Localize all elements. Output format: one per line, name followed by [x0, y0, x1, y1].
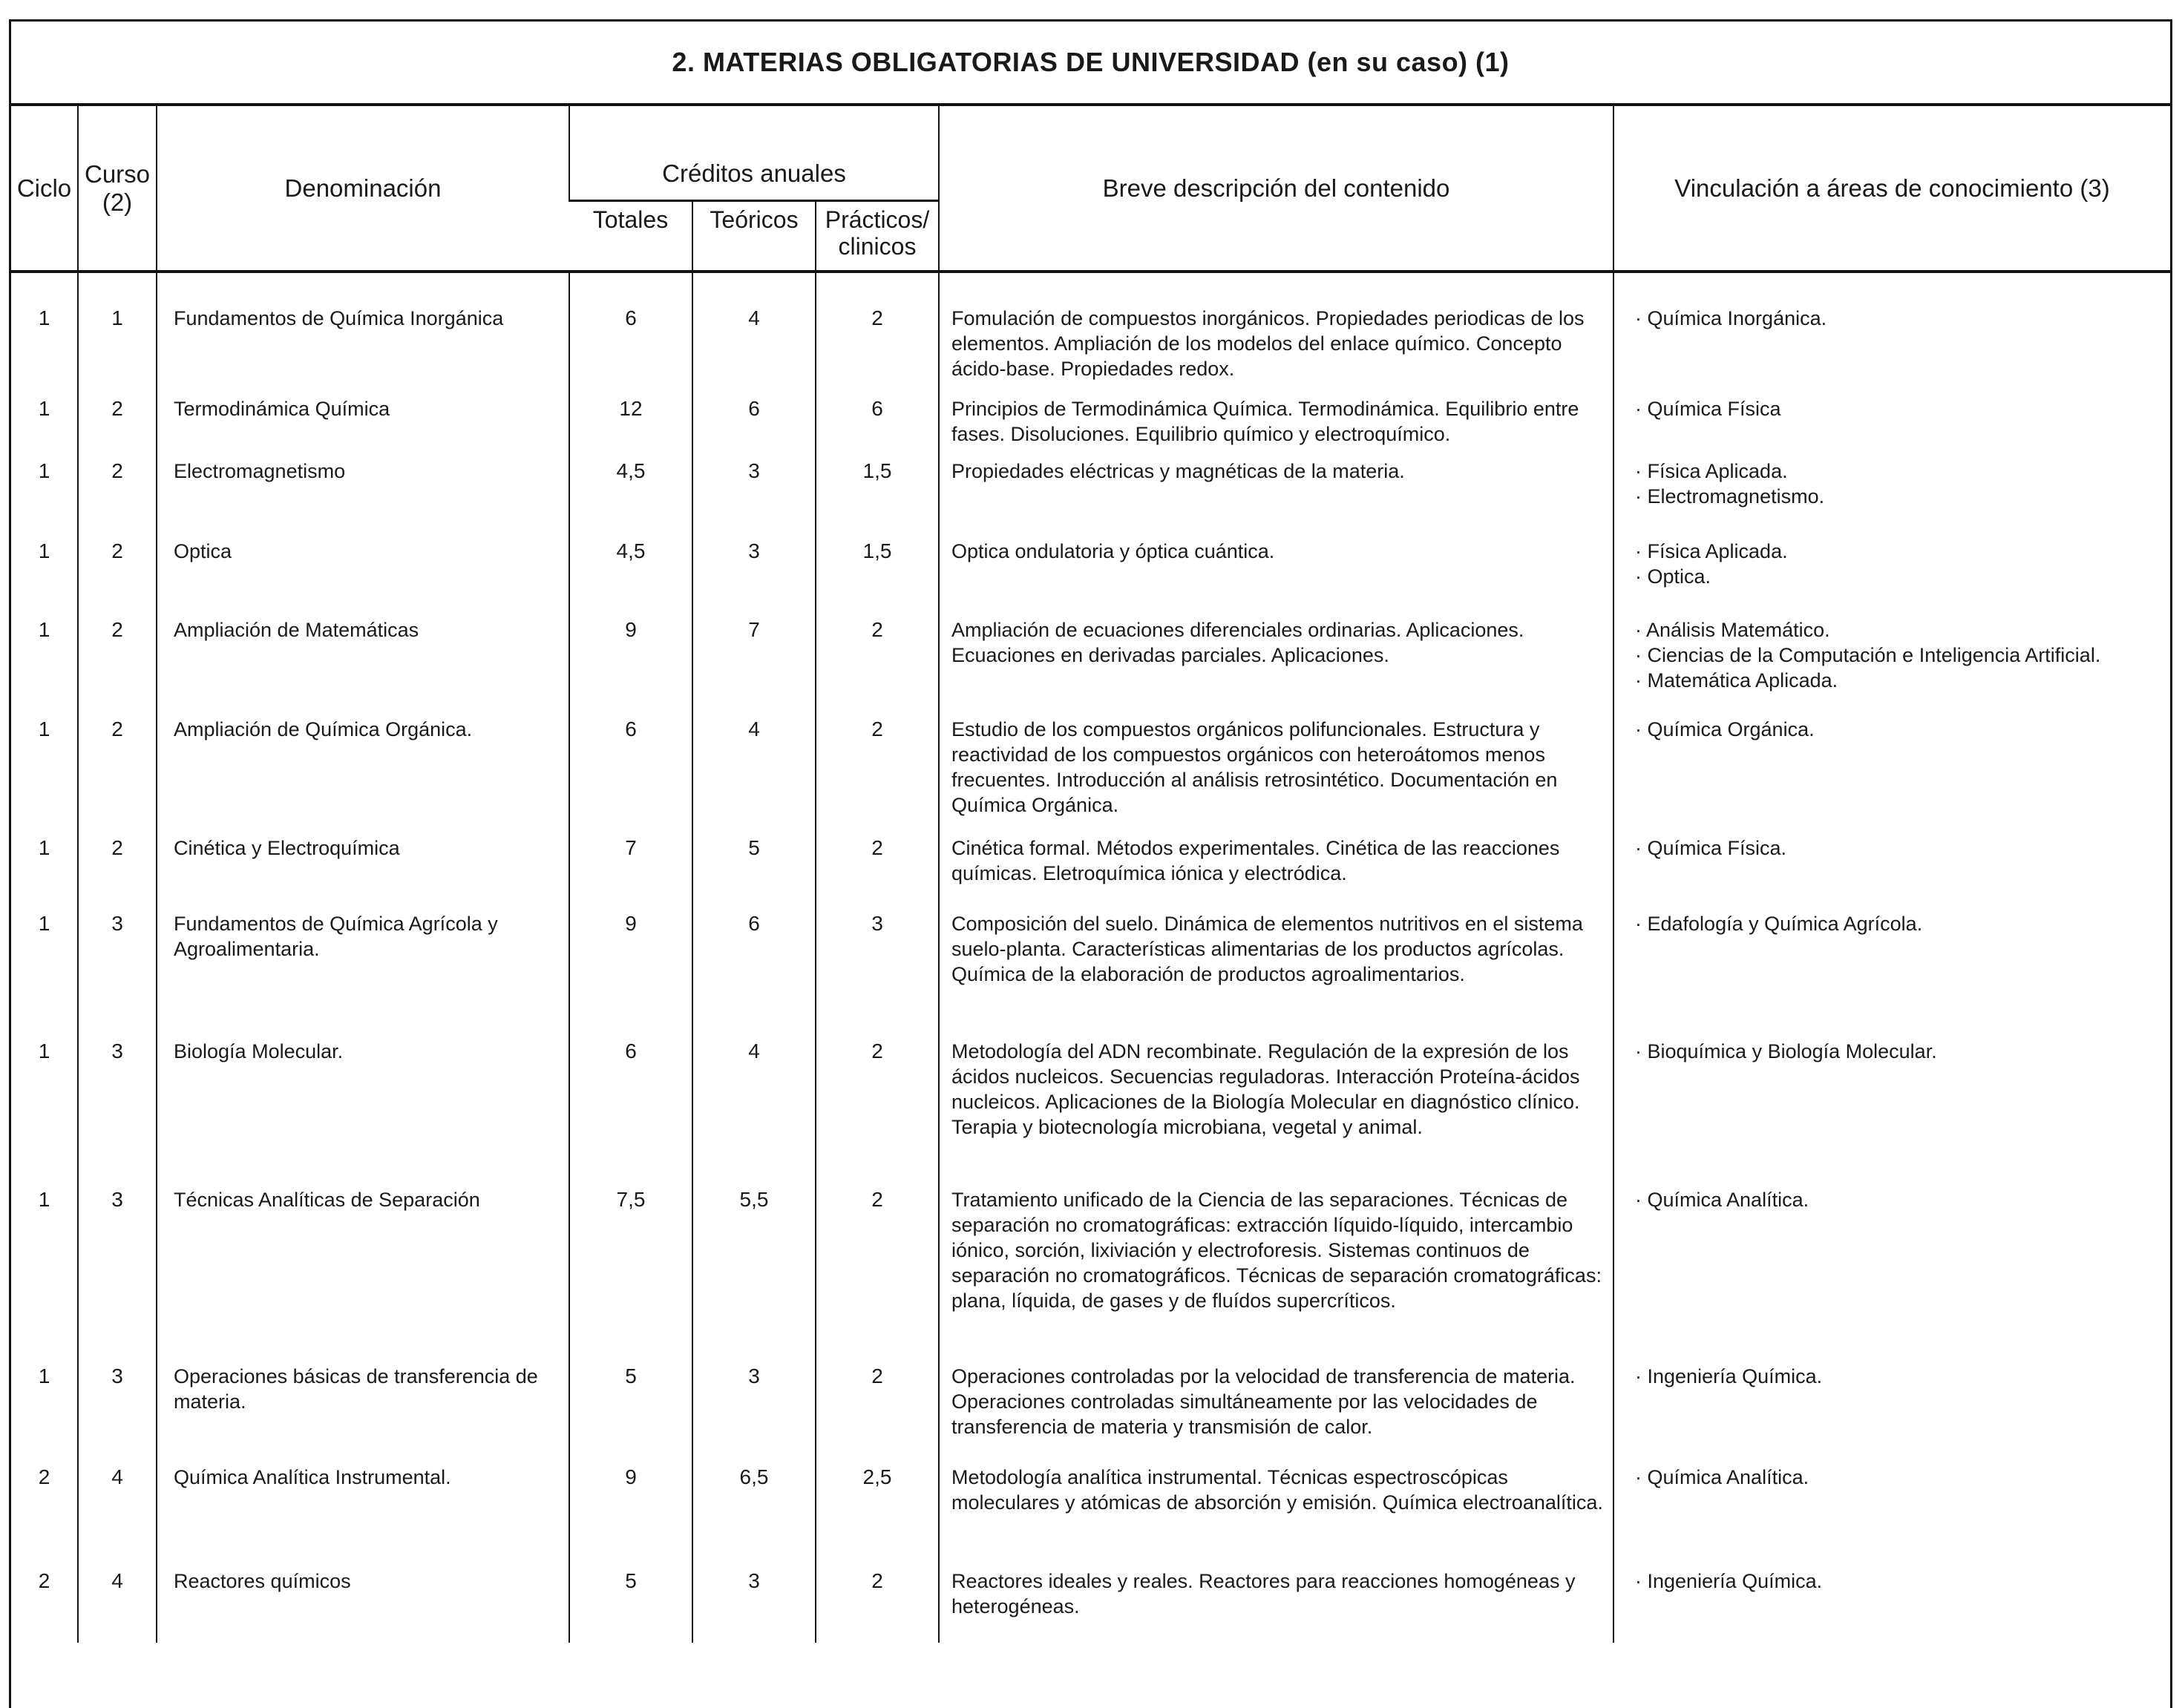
cell-vinculacion [1613, 459, 2170, 539]
cell-teoricos: 6,5 [692, 1465, 816, 1569]
area-item: · Ingeniería Química. [1635, 1569, 2170, 1594]
cell-totales: 7 [569, 835, 692, 911]
cell-totales: 9 [569, 911, 692, 1039]
cell-denominacion: Optica [157, 539, 569, 617]
cell-ciclo: 1 [38, 539, 50, 562]
table-row [11, 459, 2170, 539]
cell-denominacion: Cinética y Electroquímica [157, 835, 569, 911]
cell-denominacion: Fundamentos de Química Agrícola y Agroalimentaria. [157, 911, 569, 1039]
cell-teoricos: 5,5 [692, 1187, 816, 1364]
cell-totales: 12 [569, 396, 692, 459]
table-row [11, 306, 2170, 396]
header-practicos: Prácticos/ clinicos [816, 201, 939, 272]
cell-practicos: 2 [816, 1187, 939, 1364]
cell-teoricos: 4 [692, 717, 816, 835]
cell-curso: 2 [78, 835, 157, 911]
cell-vinculacion [1613, 835, 2170, 911]
cell-teoricos: 4 [692, 1039, 816, 1187]
cell-practicos: 6 [816, 396, 939, 459]
cell-denominacion: Fundamentos de Química Inorgánica [157, 306, 569, 396]
cell-vinculacion [1613, 1465, 2170, 1569]
cell-teoricos: 3 [692, 1364, 816, 1465]
header-denominacion: Denominación [157, 106, 569, 272]
cell-denominacion: Química Analítica Instrumental. [157, 1465, 569, 1569]
cell-ciclo: 2 [38, 1569, 50, 1592]
cell-ciclo: 1 [38, 1188, 50, 1211]
cell-descripcion: Optica ondulatoria y óptica cuántica. [939, 539, 1613, 617]
cell-totales: 6 [569, 717, 692, 835]
document-sheet [9, 19, 2172, 1708]
cell-vinculacion [1613, 539, 2170, 617]
cell-curso: 3 [78, 1187, 157, 1364]
table-row [11, 1187, 2170, 1364]
header-creditos-anuales: Créditos anuales [569, 106, 939, 201]
cell-vinculacion [1613, 1569, 2170, 1643]
cell-ciclo: 1 [38, 459, 50, 482]
area-item: · Optica. [1635, 564, 2170, 589]
area-item: · Química Analítica. [1635, 1187, 2170, 1212]
header-totales: Totales [569, 201, 692, 272]
cell-practicos: 1,5 [816, 539, 939, 617]
cell-teoricos: 6 [692, 396, 816, 459]
cell-teoricos: 3 [692, 539, 816, 617]
header-teoricos: Teóricos [692, 201, 816, 272]
cell-totales: 7,5 [569, 1187, 692, 1364]
table-row [11, 1569, 2170, 1643]
area-item: · Matemática Aplicada. [1635, 668, 2170, 693]
cell-descripcion: Ampliación de ecuaciones diferenciales ordinarias. Aplicaciones. Ecuaciones en derivadas parciales. Aplicaciones. [939, 617, 1613, 717]
cell-totales: 6 [569, 1039, 692, 1187]
cell-descripcion: Estudio de los compuestos orgánicos polifuncionales. Estructura y reactividad de los compuestos orgánicos con heteroátomos menos frecuentes. Introducción al análisis retrosintético. Documentación en Química Orgánica. [939, 717, 1613, 835]
cell-practicos: 1,5 [816, 459, 939, 539]
area-item: · Ingeniería Química. [1635, 1364, 2170, 1389]
cell-vinculacion [1613, 717, 2170, 835]
cell-ciclo: 1 [38, 1039, 50, 1062]
area-item: · Química Inorgánica. [1635, 306, 2170, 331]
cell-totales: 4,5 [569, 539, 692, 617]
cell-curso: 2 [78, 617, 157, 717]
cell-denominacion: Biología Molecular. [157, 1039, 569, 1187]
cell-ciclo: 1 [38, 717, 50, 740]
cell-curso: 3 [78, 1364, 157, 1465]
title-bar [11, 22, 2170, 106]
cell-ciclo: 1 [38, 1364, 50, 1387]
cell-totales: 9 [569, 1465, 692, 1569]
cell-descripcion: Metodología analítica instrumental. Técnicas espectroscópicas moleculares y atómicas de absorción y emisión. Química electroanalítica. [939, 1465, 1613, 1569]
table-row [11, 539, 2170, 617]
table-row [11, 396, 2170, 459]
area-item: · Física Aplicada. [1635, 459, 2170, 484]
header-vinculacion: Vinculación a áreas de conocimiento (3) [1613, 106, 2170, 272]
area-item: · Física Aplicada. [1635, 539, 2170, 564]
cell-teoricos: 3 [692, 459, 816, 539]
cell-descripcion: Cinética formal. Métodos experimentales. Cinética de las reacciones químicas. Eletroquímica iónica y electródica. [939, 835, 1613, 911]
spacer-row [11, 272, 2170, 306]
table-row [11, 1364, 2170, 1465]
cell-totales: 5 [569, 1364, 692, 1465]
cell-vinculacion [1613, 911, 2170, 1039]
cell-vinculacion [1613, 1039, 2170, 1187]
cell-totales: 4,5 [569, 459, 692, 539]
cell-vinculacion [1613, 617, 2170, 717]
cell-totales: 9 [569, 617, 692, 717]
cell-vinculacion [1613, 306, 2170, 396]
cell-teoricos: 6 [692, 911, 816, 1039]
cell-practicos: 2 [816, 717, 939, 835]
cell-practicos: 2,5 [816, 1465, 939, 1569]
cell-denominacion: Electromagnetismo [157, 459, 569, 539]
subjects-table [11, 106, 2170, 1643]
cell-descripcion: Composición del suelo. Dinámica de elementos nutritivos en el sistema suelo-planta. Características alimentarias de los productos agrícolas. Química de la elaboración de productos agroalimentarios. [939, 911, 1613, 1039]
cell-practicos: 2 [816, 617, 939, 717]
cell-ciclo: 1 [38, 618, 50, 641]
cell-curso: 3 [78, 1039, 157, 1187]
cell-descripcion: Principios de Termodinámica Química. Termodinámica. Equilibrio entre fases. Disoluciones. Equilibrio químico y electroquímico. [939, 396, 1613, 459]
cell-teoricos: 3 [692, 1569, 816, 1643]
area-item: · Análisis Matemático. [1635, 617, 2170, 643]
cell-totales: 6 [569, 306, 692, 396]
cell-vinculacion [1613, 1187, 2170, 1364]
cell-ciclo: 1 [38, 397, 50, 420]
cell-practicos: 2 [816, 306, 939, 396]
cell-descripcion: Operaciones controladas por la velocidad de transferencia de materia. Operaciones controladas simultáneamente por las velocidades de transferencia de materia y transmisión de calor. [939, 1364, 1613, 1465]
cell-teoricos: 5 [692, 835, 816, 911]
cell-teoricos: 7 [692, 617, 816, 717]
cell-curso: 2 [78, 459, 157, 539]
cell-practicos: 2 [816, 1364, 939, 1465]
cell-curso: 4 [78, 1465, 157, 1569]
cell-practicos: 2 [816, 1569, 939, 1643]
cell-curso: 2 [78, 717, 157, 835]
area-item: · Electromagnetismo. [1635, 484, 2170, 509]
cell-descripcion: Propiedades eléctricas y magnéticas de la materia. [939, 459, 1613, 539]
cell-vinculacion [1613, 396, 2170, 459]
table-row [11, 1039, 2170, 1187]
cell-curso: 3 [78, 911, 157, 1039]
table-row [11, 911, 2170, 1039]
cell-curso: 2 [78, 539, 157, 617]
cell-practicos: 2 [816, 835, 939, 911]
cell-denominacion: Termodinámica Química [157, 396, 569, 459]
header-ciclo: Ciclo [16, 174, 72, 202]
page-title: 2. MATERIAS OBLIGATORIAS DE UNIVERSIDAD (en su caso) (1) [672, 47, 1510, 77]
table-row [11, 1465, 2170, 1569]
cell-vinculacion [1613, 1364, 2170, 1465]
cell-denominacion: Técnicas Analíticas de Separación [157, 1187, 569, 1364]
header-curso: Curso (2) [78, 106, 157, 272]
cell-totales: 5 [569, 1569, 692, 1643]
area-item: · Química Orgánica. [1635, 717, 2170, 742]
table-row [11, 717, 2170, 835]
cell-ciclo: 1 [38, 912, 50, 935]
cell-denominacion: Ampliación de Matemáticas [157, 617, 569, 717]
cell-curso: 1 [78, 306, 157, 396]
area-item: · Química Analítica. [1635, 1465, 2170, 1490]
area-item: · Química Física. [1635, 835, 2170, 861]
area-item: · Química Física [1635, 396, 2170, 421]
cell-descripcion: Fomulación de compuestos inorgánicos. Propiedades periodicas de los elementos. Ampliación de los modelos del enlace químico. Concepto ácido-base. Propiedades redox. [939, 306, 1613, 396]
cell-descripcion: Metodología del ADN recombinate. Regulación de la expresión de los ácidos nucleicos. Secuencias reguladoras. Interacción Proteína-ácidos nucleicos. Aplicaciones de la Biología Molecular en diagnóstico clínico. Terapia y biotecnología microbiana, vegetal y animal. [939, 1039, 1613, 1187]
cell-descripcion: Tratamiento unificado de la Ciencia de las separaciones. Técnicas de separación no cromatográficas: extracción líquido-líquido, intercambio iónico, sorción, lixiviación y electroforesis. Sistemas continuos de separación no cromatográficos. Técnicas de separación cromatográficas: plana, líquida, de gases y de fluídos supercríticos. [939, 1187, 1613, 1364]
table-row [11, 835, 2170, 911]
area-item: · Edafología y Química Agrícola. [1635, 911, 2170, 936]
table-row [11, 617, 2170, 717]
cell-practicos: 2 [816, 1039, 939, 1187]
cell-curso: 2 [78, 396, 157, 459]
header-descripcion: Breve descripción del contenido [939, 106, 1613, 272]
cell-denominacion: Ampliación de Química Orgánica. [157, 717, 569, 835]
cell-denominacion: Reactores químicos [157, 1569, 569, 1643]
cell-ciclo: 1 [38, 836, 50, 859]
cell-teoricos: 4 [692, 306, 816, 396]
cell-curso: 4 [78, 1569, 157, 1643]
cell-descripcion: Reactores ideales y reales. Reactores para reacciones homogéneas y heterogéneas. [939, 1569, 1613, 1643]
cell-denominacion: Operaciones básicas de transferencia de materia. [157, 1364, 569, 1465]
area-item: · Bioquímica y Biología Molecular. [1635, 1039, 2170, 1064]
cell-ciclo: 1 [38, 306, 50, 329]
table-body [11, 272, 2170, 1643]
area-item: · Ciencias de la Computación e Inteligencia Artificial. [1635, 643, 2170, 668]
cell-ciclo: 2 [38, 1465, 50, 1488]
cell-practicos: 3 [816, 911, 939, 1039]
